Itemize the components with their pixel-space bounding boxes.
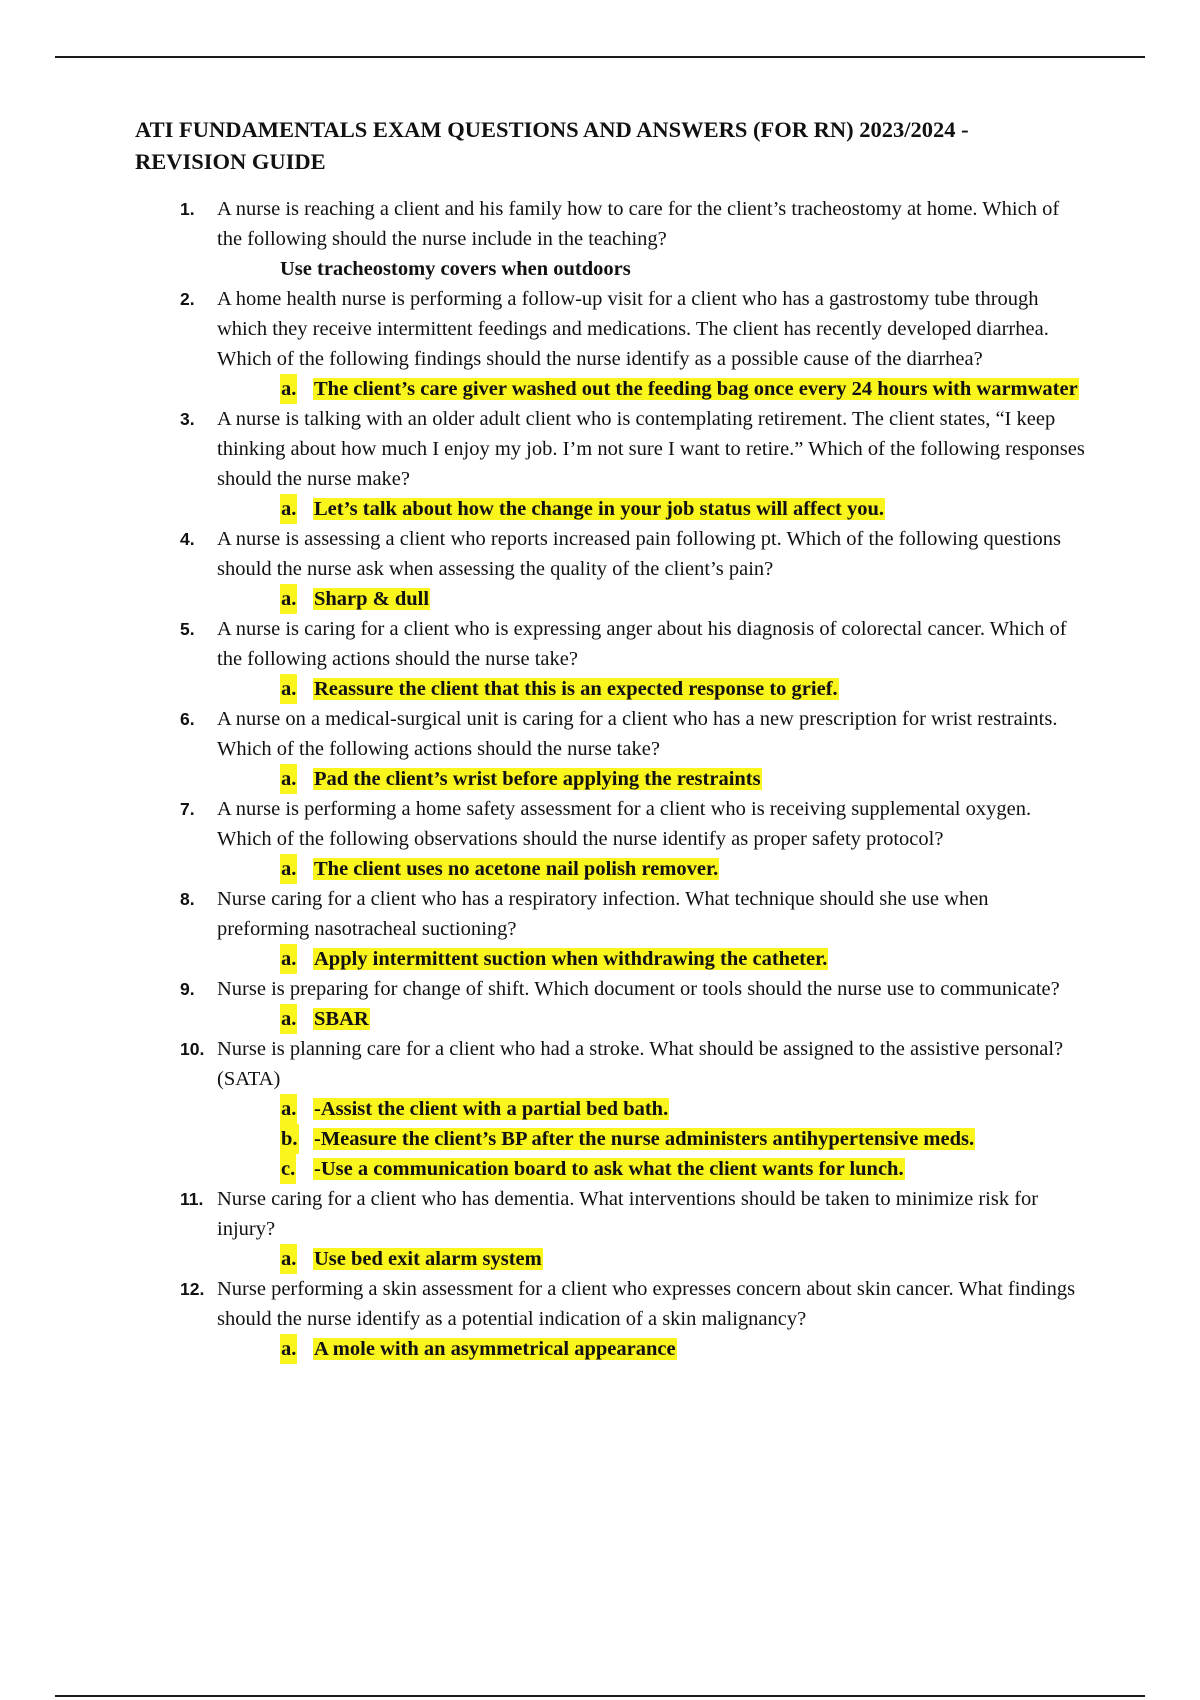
- question-item: [135, 794, 1085, 884]
- document-body: [135, 114, 1085, 1364]
- question-number: 12.: [180, 1279, 205, 1299]
- answer-text: Sharp & dull: [314, 588, 430, 610]
- question-item: [135, 884, 1085, 974]
- answer-letter: a.: [280, 1004, 297, 1034]
- question-item: [135, 1034, 1085, 1184]
- answer-letter: a.: [280, 494, 297, 524]
- answer-item: [217, 1244, 1085, 1274]
- question-item: [135, 1274, 1085, 1364]
- question-text: A nurse is caring for a client who is expressing anger about his diagnosis of colorectal cancer. Which of the following actions should the nurse take?: [217, 618, 1067, 670]
- answer-letter: a.: [280, 764, 297, 794]
- answer-text: -Measure the client’s BP after the nurse administers antihypertensive meds.: [314, 1128, 975, 1150]
- question-number: 11.: [180, 1189, 204, 1209]
- question-number: 2.: [180, 289, 195, 309]
- question-item: [135, 524, 1085, 614]
- question-number: 9.: [180, 979, 195, 999]
- bottom-rule: [55, 1695, 1145, 1697]
- question-number: 1.: [180, 199, 195, 219]
- question-text: Nurse is preparing for change of shift. Which document or tools should the nurse use to communicate?: [217, 978, 1060, 1000]
- question-item: [135, 704, 1085, 794]
- question-number: 8.: [180, 889, 195, 909]
- question-item: [135, 614, 1085, 704]
- answer-text: The client’s care giver washed out the feeding bag once every 24 hours with warmwater: [314, 378, 1078, 400]
- answer-letter: b.: [280, 1124, 299, 1154]
- answer-item: [217, 584, 1085, 614]
- answer-list: [217, 584, 1085, 614]
- answer-list: [217, 1004, 1085, 1034]
- answer-letter: c.: [280, 1154, 296, 1184]
- question-number: 4.: [180, 529, 195, 549]
- question-item: [135, 404, 1085, 524]
- answer-text: Let’s talk about how the change in your job status will affect you.: [314, 498, 885, 520]
- answer-text: Pad the client’s wrist before applying the restraints: [314, 768, 761, 790]
- answer-letter: a.: [280, 1094, 297, 1124]
- answer-text: The client uses no acetone nail polish remover.: [314, 858, 719, 880]
- answer-text: Reassure the client that this is an expected response to grief.: [314, 678, 838, 700]
- question-item: [135, 194, 1085, 284]
- answer-letter: a.: [280, 944, 297, 974]
- answer-letter: a.: [280, 674, 297, 704]
- answer-list: [217, 254, 1085, 284]
- answer-list: [217, 674, 1085, 704]
- question-text: Nurse is planning care for a client who had a stroke. What should be assigned to the assistive personal? (SATA): [217, 1038, 1064, 1090]
- question-item: [135, 1184, 1085, 1274]
- answer-letter: a.: [280, 854, 297, 884]
- question-text: Nurse caring for a client who has a respiratory infection. What technique should she use when preforming nasotracheal suctioning?: [217, 888, 989, 940]
- answer-item: [217, 944, 1085, 974]
- answer-letter: a.: [280, 1244, 297, 1274]
- answer-text: Use bed exit alarm system: [314, 1248, 542, 1270]
- question-text: A nurse is talking with an older adult client who is contemplating retirement. The client states, “I keep thinking about how much I enjoy my job. I’m not sure I want to retire.” Which of the following responses should the nurse make?: [217, 408, 1085, 490]
- answer-text: A mole with an asymmetrical appearance: [314, 1338, 676, 1360]
- answer-item: [217, 254, 1085, 284]
- answer-item: [217, 1334, 1085, 1364]
- answer-text: -Use a communication board to ask what the client wants for lunch.: [314, 1158, 904, 1180]
- answer-list: [217, 764, 1085, 794]
- answer-item: [217, 1094, 1085, 1124]
- answer-letter: a.: [280, 374, 297, 404]
- answer-text: -Assist the client with a partial bed bath.: [314, 1098, 669, 1120]
- answer-letter: a.: [280, 1334, 297, 1364]
- answer-list: [217, 1094, 1085, 1184]
- question-text: Nurse performing a skin assessment for a client who expresses concern about skin cancer. What findings should the nurse identify as a potential indication of a skin malignancy?: [217, 1278, 1076, 1330]
- question-text: A nurse on a medical-surgical unit is caring for a client who has a new prescription for wrist restraints. Which of the following actions should the nurse take?: [217, 708, 1058, 760]
- answer-item: [217, 494, 1085, 524]
- question-number: 10.: [180, 1039, 205, 1059]
- question-text: A home health nurse is performing a follow-up visit for a client who has a gastrostomy tube through which they receive intermittent feedings and medications. The client has recently developed diarrhea. Which of the following findings should the nurse identify as a possible cause of the diarrhea?: [217, 288, 1049, 370]
- question-text: A nurse is assessing a client who reports increased pain following pt. Which of the following questions should the nurse ask when assessing the quality of the client’s pain?: [217, 528, 1061, 580]
- question-item: [135, 284, 1085, 404]
- question-text: A nurse is reaching a client and his family how to care for the client’s tracheostomy at home. Which of the following should the nurse include in the teaching?: [217, 198, 1060, 250]
- question-list: [135, 194, 1085, 1364]
- answer-item: [217, 764, 1085, 794]
- answer-item: [217, 1124, 1085, 1154]
- answer-list: [217, 854, 1085, 884]
- answer-item: [217, 854, 1085, 884]
- answer-text: Apply intermittent suction when withdrawing the catheter.: [314, 948, 828, 970]
- answer-item: [217, 1004, 1085, 1034]
- answer-list: [217, 944, 1085, 974]
- answer-item: [217, 374, 1085, 404]
- answer-text: SBAR: [314, 1008, 369, 1030]
- question-number: 6.: [180, 709, 195, 729]
- answer-text: Use tracheostomy covers when outdoors: [280, 258, 631, 280]
- answer-list: [217, 1244, 1085, 1274]
- answer-list: [217, 374, 1085, 404]
- answer-item: [217, 1154, 1085, 1184]
- top-rule: [55, 56, 1145, 58]
- question-text: Nurse caring for a client who has dementia. What interventions should be taken to minimize risk for injury?: [217, 1188, 1039, 1240]
- question-text: A nurse is performing a home safety assessment for a client who is receiving supplemental oxygen. Which of the following observations should the nurse identify as proper safety protocol?: [217, 798, 1032, 850]
- answer-item: [217, 674, 1085, 704]
- document-title: ATI FUNDAMENTALS EXAM QUESTIONS AND ANSWERS (FOR RN) 2023/2024 - REVISION GUIDE: [135, 117, 969, 174]
- question-item: [135, 974, 1085, 1034]
- question-number: 7.: [180, 799, 195, 819]
- answer-list: [217, 1334, 1085, 1364]
- answer-list: [217, 494, 1085, 524]
- question-number: 3.: [180, 409, 195, 429]
- answer-letter: a.: [280, 584, 297, 614]
- question-number: 5.: [180, 619, 195, 639]
